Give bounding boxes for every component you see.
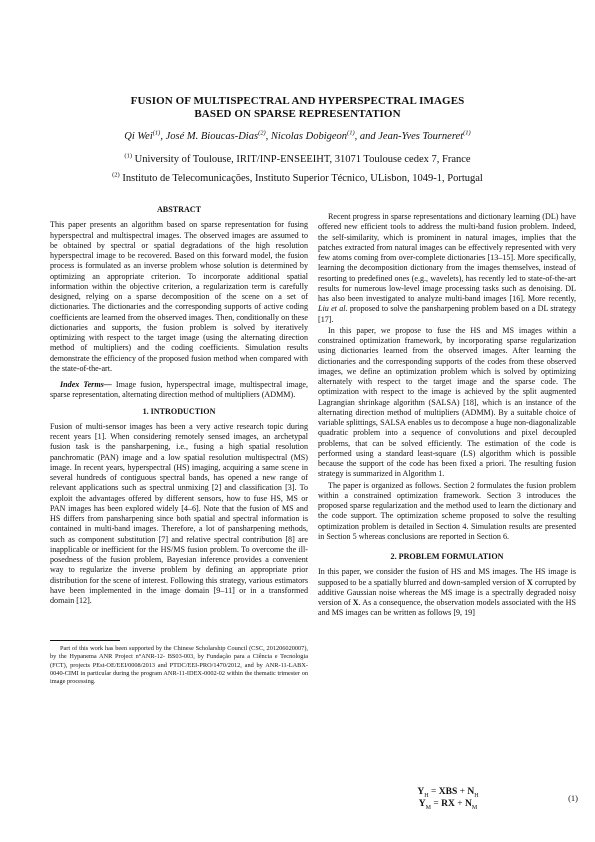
right-p4-text-b: corrupted by additive Gaussian noise whereas the MS image is a spectrally degraded noisy version of (318, 577, 576, 607)
index-terms (50, 380, 308, 401)
paper-title-line-2: BASED ON SPARSE REPRESENTATION (194, 108, 401, 120)
eq2-lhs-sub: M (425, 804, 432, 811)
left-column (50, 205, 308, 606)
author-2: , José M. Bioucas-Dias (160, 131, 259, 142)
affiliation-2 (0, 173, 595, 184)
affiliation-1-marker: (1) (124, 152, 133, 160)
right-paragraph-3: The paper is organized as follows. Section 2 formulates the fusion problem within a constrained optimization framework. Section 3 introduces the proposed sparse regularization and the method used to learn the dictionary and the code support. The optimization scheme proposed to solve the resulting optimization problem is detailed in Section 4. Simulation results are presented in Section 5 whereas conclusions are reported in Section 6. (318, 480, 576, 541)
right-paragraph-2: In this paper, we propose to fuse the HS and MS images within a constrained optimization framework, by incorporating sparse regularization using dictionaries learned from the observed images. After learning the dictionaries and the corresponding supports of the codes from these observed images, we define an optimization problem which is solved by optimizing alternately with respect to the target image and the sparse code. The optimization with respect to the image is achieved by the split augmented Lagrangian shrinkage algorithm (SALSA) [18], which is an instance of the alternating direction method of multipliers (ADMM). By a suitable choice of variable splittings, SALSA enables us to decompose a huge non-diagonalizable quadratic problem into a sequence of convolutions and pixel decoupled problems, that can be solved efficiently. The estimation of the code is performed using a standard least-square (LS) algorithm which is possible because the support of the code has been fixed a priori. The resulting fusion strategy is summarized in Algorithm 1. (318, 325, 576, 479)
eq1-noise-sub: H (474, 792, 479, 799)
author-list (0, 131, 595, 142)
affiliation-1 (0, 154, 595, 165)
right-p4-X1: X (526, 577, 533, 587)
abstract-heading: ABSTRACT (156, 205, 202, 214)
footnote (50, 641, 308, 686)
author-4-affil: (1) (463, 129, 471, 137)
eq2-lhs: Y (418, 799, 426, 809)
author-2-affil: (2) (258, 129, 266, 137)
equation-line-2: $Y_M$ = RX + $N_M$ (418, 799, 478, 811)
index-terms-label: Index Terms— (60, 380, 112, 389)
affiliation-2-marker: (2) (112, 171, 120, 179)
right-p1-text-b: proposed to solve the pansharpening problem based on a DL strategy [17]. (318, 304, 576, 324)
right-p1-etal: Liu et al. (318, 304, 348, 314)
eq1-noise: N (467, 787, 475, 797)
right-paragraph-1 (318, 212, 576, 325)
abstract-text: This paper presents an algorithm based on sparse representation for fusing hyperspectral and multispectral images. The observed images are assumed to be obtained by spectral or spatial degradations of the high resolution hyperspectral image to be recovered. Based on this forward model, the fusion process is formulated as an inverse problem whose solution is determined by optimizing an appropriate criterion. To incorporate additional spatial information within the objective criterion, a regularization term is carefully designed, relying on a sparse decomposition of the scene on a set of dictionaries. The dictionaries and the corresponding supports of active coding coefficients are learned from the observed images. Then, conditionally on these dictionaries and supports, the fusion problem is solved by iteratively optimizing with respect to the target image (using the alternating direction method of multipliers) and the coding coefficients. Simulation results demonstrate the efficiency of the proposed fusion method when compared with the state-of-the-art. (50, 220, 308, 373)
index-terms-text: Image fusion, hyperspectral image, multispectral image, sparse representation, alternating direction method of multipliers (ADMM). (50, 380, 308, 400)
right-paragraph-4 (318, 567, 576, 618)
eq2-noise-sub: M (471, 804, 478, 811)
footnote-text: Part of this work has been supported by the Chinese Scholarship Council (CSC, 201206020007), by the Hypanema ANR Project n°ANR-12- BS03-003, by Fundação para a Ciência e Tecnologia (FCT), projects PEst-OE/EEI/0008/2013 and PTDC/EEI-PRO/1470/2012, and by ANR-11-LABX-0040-CIMI in particular during the program ANR-11-IDEX-0002-02 within the thematic trimester on image processing. (50, 645, 308, 686)
author-3: , Nicolas Dobigeon (265, 131, 348, 142)
author-3-affil: (1) (347, 129, 355, 137)
affiliation-1-text: University of Toulouse, IRIT/INP-ENSEEIHT, 31071 Toulouse cedex 7, France (134, 154, 471, 165)
section-2-heading: 2. PROBLEM FORMULATION (390, 552, 504, 561)
right-p4-text-c: . As a consequence, the observation models associated with the HS and MS images can be written as follows [9, 19] (318, 598, 576, 618)
intro-paragraph: Fusion of multi-sensor images has been a very active research topic during recent years [1]. When considering remotely sensed images, an archetypal fusion task is the pansharpening, i.e., fusing a high spatial resolution panchromatic (PAN) image and a low spatial resolution multispectral (MS) image. In recent years, hyperspectral (HS) imaging, acquiring a same scene in several hundreds of contiguous spectral bands, has opened a new range of relevant applications such as spectral unmixing [2] and classification [3]. To exploit the advantages offered by different sensors, how to fuse HS, MS or PAN images has been explored widely [4–6]. Note that the fusion of MS and HS differs from pansharpening since both spatial and spectral information is contained in multi-band images. Therefore, a lot of pansharpening methods, such as component substitution [7] and relative spectral contribution [8] are inapplicable or inefficient for the HS/MS fusion problem. To overcome the ill-posedness of the fusion problem, Bayesian inference provides a convenient way to regularize the inverse problem by defining an appropriate prior distribution for the scene of interest. Following this strategy, various estimators have been implemented in the image domain [9–11] or in a transformed domain [12]. (50, 421, 308, 605)
author-1-affil: (1) (152, 129, 161, 137)
eq2-rhs: RX (441, 799, 455, 809)
right-column (318, 212, 576, 619)
paper-title-line-1: FUSION OF MULTISPECTRAL AND HYPERSPECTRAL IMAGES (130, 95, 465, 107)
eq1-rhs: XBS (438, 787, 458, 797)
right-p4-text-a: In this paper, we consider the fusion of HS and MS images. The HS image is supposed to be a spatially blurred and down-sampled version of (318, 567, 576, 587)
equation-number: (1) (568, 793, 578, 803)
right-p4-X2: X (352, 598, 359, 607)
eq2-noise: N (464, 799, 472, 809)
equation-1 (318, 787, 578, 811)
affiliation-2-text: Instituto de Telecomunicações, Instituto Superior Técnico, ULisbon, 1049-1, Portugal (122, 173, 483, 184)
eq1-lhs: Y (417, 787, 425, 797)
author-1: Qi Wei (124, 131, 153, 142)
author-4: , and Jean-Yves Tourneret (354, 131, 464, 142)
right-p1-text-a: Recent progress in sparse representations and dictionary learning (DL) have offered new efficient tools to address the multi-band fusion problem. Indeed, the self-similarity, which is prominent in natural images, implies that the patches extracted from natural images can be effectively represented with very few atoms coming from over-complete dictionaries [13–15]. More specifically, learning the decomposition dictionary from the images themselves, instead of resorting to predefined ones (e.g., wavelets), has recently led to state-of-the-art results for numerous low-level image processing tasks such as denoising. DL has also been investigated to analyze multi-band images [16]. More recently, (318, 212, 576, 303)
equation-line-1: $Y_H$ = XBS + $N_H$ (417, 787, 479, 799)
section-1-heading: 1. INTRODUCTION (142, 406, 216, 416)
eq1-lhs-sub: H (424, 792, 429, 799)
